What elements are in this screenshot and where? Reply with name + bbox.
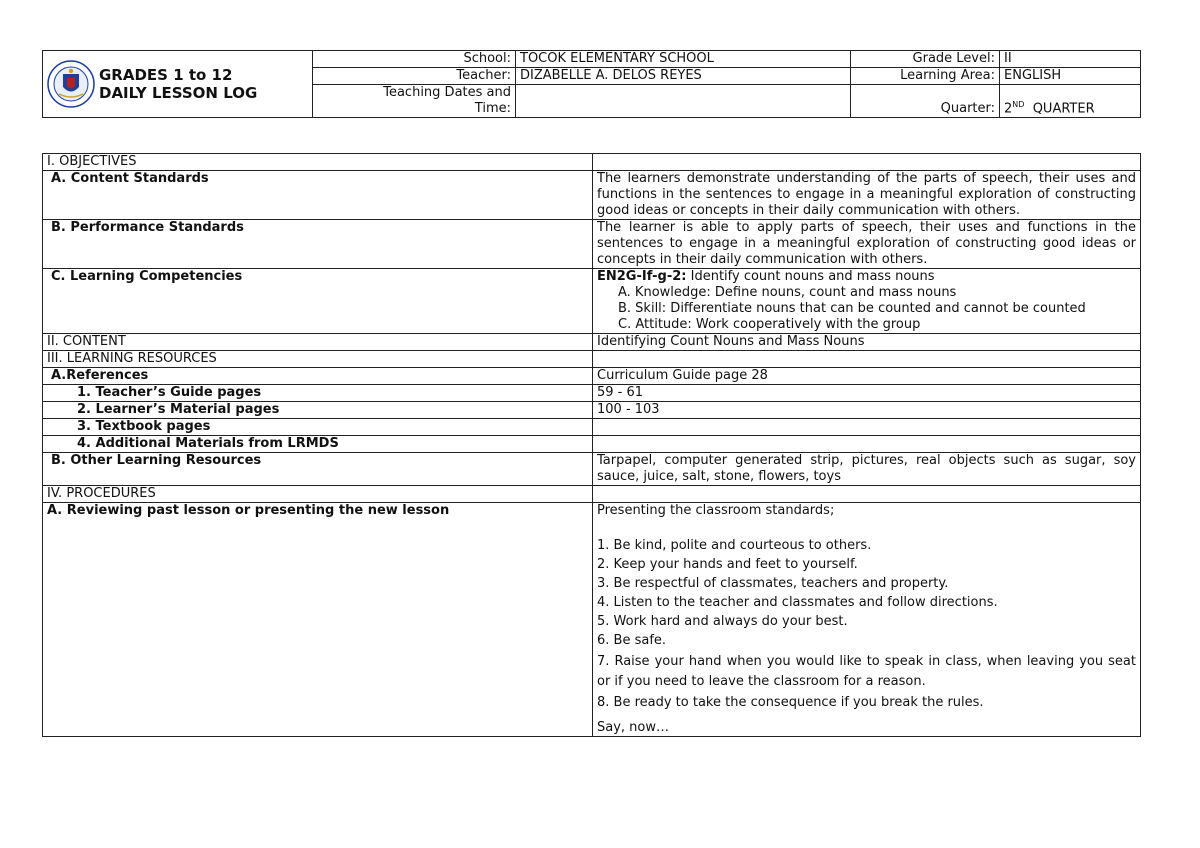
learners-material-label: 2. Learner’s Material pages bbox=[43, 402, 593, 419]
references-row bbox=[43, 368, 1141, 385]
dates-label-line-2: Time: bbox=[474, 101, 511, 116]
area-value: ENGLISH bbox=[1000, 68, 1141, 85]
lesson-log-table bbox=[42, 153, 1141, 737]
textbook-value bbox=[593, 419, 1141, 436]
rule-item: 3. Be respectful of classmates, teachers and property. bbox=[597, 576, 949, 591]
learning-competencies-label: C. Learning Competencies bbox=[43, 269, 593, 334]
additional-materials-row bbox=[43, 436, 1141, 453]
school-label: School: bbox=[313, 51, 516, 68]
grade-value: II bbox=[1000, 51, 1141, 68]
references-value: Curriculum Guide page 28 bbox=[593, 368, 1141, 385]
reviewing-value bbox=[593, 503, 1141, 737]
resources-empty bbox=[593, 351, 1141, 368]
references-label: A.References bbox=[43, 368, 593, 385]
content-standards-label: A. Content Standards bbox=[43, 171, 593, 220]
procedures-row bbox=[43, 486, 1141, 503]
competency-code: EN2G-If-g-2: bbox=[597, 269, 687, 284]
teacher-label: Teacher: bbox=[313, 68, 516, 85]
competency-b: B. Skill: Differentiate nouns that can be counted and cannot be counted bbox=[618, 301, 1086, 316]
reviewing-row bbox=[43, 503, 1141, 737]
competency-c: C. Attitude: Work cooperatively with the group bbox=[618, 317, 921, 332]
performance-standards-row bbox=[43, 220, 1141, 269]
objectives-heading: I. OBJECTIVES bbox=[43, 154, 593, 171]
teachers-guide-value: 59 - 61 bbox=[593, 385, 1141, 402]
learning-competencies-value bbox=[593, 269, 1141, 334]
quarter-number: 2 bbox=[1004, 101, 1013, 116]
content-standards-value: The learners demonstrate understanding of the parts of speech, their uses and functions in the sentences to engage in a meaningful exploration of constructing good ideas or concepts in their daily communication with others. bbox=[593, 171, 1141, 220]
quarter-superscript: ND bbox=[1012, 99, 1025, 109]
other-resources-row bbox=[43, 453, 1141, 486]
content-standards-row bbox=[43, 171, 1141, 220]
performance-standards-label: B. Performance Standards bbox=[43, 220, 593, 269]
area-label: Learning Area: bbox=[851, 68, 1000, 85]
rule-item: 6. Be safe. bbox=[597, 633, 667, 648]
header-logo-cell bbox=[43, 51, 313, 118]
grade-label: Grade Level: bbox=[851, 51, 1000, 68]
competency-a: A. Knowledge: Define nouns, count and mass nouns bbox=[618, 285, 957, 300]
reviewing-label: A. Reviewing past lesson or presenting the new lesson bbox=[43, 503, 593, 737]
rule-item: 1. Be kind, polite and courteous to others. bbox=[597, 538, 872, 553]
dates-label bbox=[313, 85, 516, 118]
resources-row bbox=[43, 351, 1141, 368]
rule-item: 8. Be ready to take the consequence if you break the rules. bbox=[597, 695, 984, 710]
content-row bbox=[43, 334, 1141, 351]
additional-materials-label: 4. Additional Materials from LRMDS bbox=[43, 436, 593, 453]
closing-text: Say, now… bbox=[597, 720, 670, 735]
textbook-label: 3. Textbook pages bbox=[43, 419, 593, 436]
quarter-value bbox=[1000, 85, 1141, 118]
learners-material-row bbox=[43, 402, 1141, 419]
performance-standards-value: The learner is able to apply parts of speech, their uses and functions in the sentences to engage in a meaningful exploration of constructing good ideas or concepts in their daily communication with others. bbox=[593, 220, 1141, 269]
resources-heading: III. LEARNING RESOURCES bbox=[43, 351, 593, 368]
header-table bbox=[42, 50, 1141, 118]
textbook-row bbox=[43, 419, 1141, 436]
title-line-1: GRADES 1 to 12 bbox=[99, 66, 233, 84]
reviewing-intro: Presenting the classroom standards; bbox=[597, 503, 835, 518]
deped-seal-icon bbox=[47, 60, 95, 108]
objectives-row bbox=[43, 154, 1141, 171]
learners-material-value: 100 - 103 bbox=[593, 402, 1141, 419]
teachers-guide-row bbox=[43, 385, 1141, 402]
rules-list bbox=[597, 538, 1136, 711]
quarter-label: Quarter: bbox=[851, 85, 1000, 118]
teacher-value: DIZABELLE A. DELOS REYES bbox=[516, 68, 851, 85]
objectives-empty bbox=[593, 154, 1141, 171]
rule-item: 2. Keep your hands and feet to yourself. bbox=[597, 557, 858, 572]
competency-text: Identify count nouns and mass nouns bbox=[690, 269, 935, 284]
procedures-empty bbox=[593, 486, 1141, 503]
dates-label-line-1: Teaching Dates and bbox=[383, 85, 511, 100]
procedures-heading: IV. PROCEDURES bbox=[43, 486, 593, 503]
quarter-word: QUARTER bbox=[1032, 101, 1095, 116]
school-value: TOCOK ELEMENTARY SCHOOL bbox=[516, 51, 851, 68]
learning-competencies-row bbox=[43, 269, 1141, 334]
other-resources-label: B. Other Learning Resources bbox=[43, 453, 593, 486]
other-resources-value: Tarpapel, computer generated strip, pictures, real objects such as sugar, soy sauce, juice, salt, stone, flowers, toys bbox=[593, 453, 1141, 486]
rule-item: 4. Listen to the teacher and classmates and follow directions. bbox=[597, 595, 998, 610]
rule-item: 7. Raise your hand when you would like to speak in class, when leaving you seat or if you need to leave the classroom for a reason. bbox=[597, 654, 1136, 689]
title-line-2: DAILY LESSON LOG bbox=[99, 84, 258, 102]
content-heading: II. CONTENT bbox=[43, 334, 593, 351]
teachers-guide-label: 1. Teacher’s Guide pages bbox=[43, 385, 593, 402]
content-value: Identifying Count Nouns and Mass Nouns bbox=[593, 334, 1141, 351]
rule-item: 5. Work hard and always do your best. bbox=[597, 614, 848, 629]
dates-value bbox=[516, 85, 851, 118]
additional-materials-value bbox=[593, 436, 1141, 453]
